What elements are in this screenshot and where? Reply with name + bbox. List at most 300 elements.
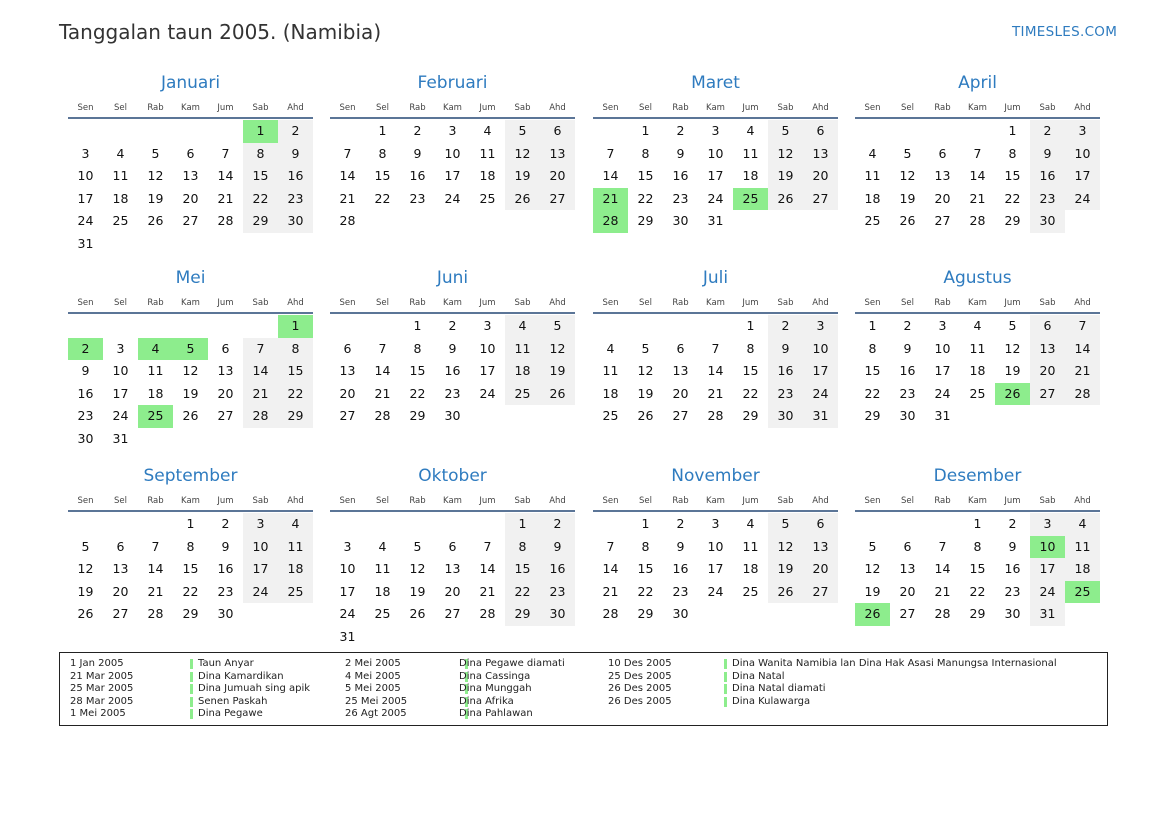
legend-date: 1 Jan 2005 [70, 658, 124, 669]
day-cell: 26 [77, 606, 94, 621]
weekday-label: Kam [968, 103, 987, 113]
day-cell: 22 [742, 385, 759, 401]
month-name: Maret [691, 73, 740, 93]
legend-date: 1 Mei 2005 [70, 708, 126, 720]
weekday-label: Kam [181, 103, 200, 113]
weekday-label: Sab [252, 496, 269, 506]
day-cells [68, 120, 313, 260]
day-cell: 2 [291, 123, 300, 138]
weekday-label: Jum [742, 298, 759, 308]
day-cell: 5 [868, 538, 877, 554]
day-cell: 4 [116, 145, 125, 161]
page-title: Tanggalan taun 2005. (Namibia) [59, 20, 382, 44]
day-cell: 22 [1004, 190, 1021, 206]
day-cell: 13 [899, 561, 916, 576]
day-cell: 23 [672, 583, 689, 599]
day-cell: 1 [518, 516, 527, 531]
day-cell: 11 [1074, 538, 1091, 554]
day-cell: 4 [1078, 516, 1087, 531]
day-cell: 17 [252, 561, 269, 576]
day-cell: 22 [287, 385, 304, 401]
day-cell: 25 [602, 408, 619, 423]
day-cell: 15 [409, 363, 426, 378]
day-cell: 12 [409, 561, 426, 576]
day-cell: 6 [116, 538, 125, 554]
day-cell: 3 [711, 516, 720, 531]
day-cell: 21 [602, 583, 619, 599]
day-cell: 15 [374, 168, 391, 183]
day-cell: 6 [816, 123, 825, 138]
legend-date: 4 Mei 2005 [345, 670, 401, 682]
day-cell: 8 [1008, 145, 1017, 161]
day-cell: 29 [182, 606, 199, 621]
day-cell: 19 [514, 168, 531, 183]
weekday-label: Sen [602, 298, 619, 308]
legend-holiday-name: Dina Natal diamati [732, 683, 826, 695]
day-cell: 20 [812, 168, 829, 183]
weekday-label: Rab [934, 298, 951, 308]
day-cell: 27 [672, 408, 689, 423]
day-cell: 10 [112, 363, 129, 378]
day-cell: 3 [1078, 123, 1087, 138]
day-cell: 13 [339, 363, 356, 378]
day-cell: 27 [549, 190, 566, 206]
weekday-header [593, 298, 838, 309]
month-name: Juni [436, 268, 469, 288]
legend-holiday-name: Dina Pegawe [198, 708, 263, 720]
day-cell: 24 [479, 385, 496, 401]
weekday-label: Sab [514, 298, 531, 308]
weekday-label: Sel [901, 103, 914, 113]
header-divider [330, 510, 575, 512]
site-brand-link[interactable]: TIMESLES.COM [1012, 24, 1118, 40]
weekday-label: Sel [639, 103, 652, 113]
day-cell: 16 [672, 561, 689, 576]
day-cell: 22 [409, 385, 426, 401]
day-cell: 23 [1004, 583, 1021, 599]
day-cell: 20 [444, 583, 461, 599]
day-cell: 17 [707, 168, 724, 183]
day-cell: 30 [217, 606, 234, 621]
day-cell: 8 [641, 538, 650, 554]
day-cell: 14 [934, 561, 951, 576]
day-cell: 2 [1008, 516, 1017, 531]
day-cell: 13 [934, 168, 951, 183]
day-cell: 25 [112, 213, 129, 228]
day-cell: 5 [781, 516, 790, 531]
day-cell: 14 [602, 168, 619, 183]
day-cell: 10 [934, 340, 951, 356]
day-cell: 14 [969, 168, 986, 183]
day-cell: 7 [256, 340, 265, 356]
day-cell: 18 [147, 385, 164, 401]
header-divider [330, 312, 575, 314]
day-cell: 26 [182, 408, 199, 423]
day-cell: 2 [413, 123, 422, 138]
day-cell: 12 [777, 145, 794, 161]
day-cell: 27 [812, 190, 829, 206]
weekday-label: Ahd [1074, 496, 1091, 506]
day-cell: 24 [1074, 190, 1091, 206]
day-cell: 18 [969, 363, 986, 378]
weekday-header [68, 298, 313, 309]
weekday-header [330, 298, 575, 309]
weekday-label: Sab [1039, 103, 1056, 113]
day-cell: 23 [217, 583, 234, 599]
day-cell: 4 [518, 318, 527, 333]
day-cell: 8 [518, 538, 527, 554]
day-cells [593, 120, 838, 260]
weekday-header [855, 496, 1100, 507]
weekday-label: Sel [114, 496, 127, 506]
day-cell: 18 [742, 561, 759, 576]
day-cell: 28 [374, 408, 391, 423]
legend-date: 25 Des 2005 [608, 670, 672, 682]
day-cell: 25 [969, 385, 986, 401]
weekday-label: Ahd [287, 103, 304, 113]
weekday-label: Sab [514, 496, 531, 506]
day-cell: 29 [252, 213, 269, 228]
weekday-label: Sel [376, 103, 389, 113]
day-cell: 19 [409, 583, 426, 599]
day-cell: 10 [479, 340, 496, 356]
day-cell: 1 [973, 516, 982, 531]
month-name: Februari [417, 73, 488, 93]
day-cells [855, 315, 1100, 455]
day-cell: 3 [81, 145, 90, 161]
weekday-header [68, 103, 313, 114]
day-cell: 6 [938, 145, 947, 161]
day-cell: 12 [514, 145, 531, 161]
header-divider [68, 312, 313, 314]
day-cell: 10 [77, 168, 94, 183]
day-cell: 28 [147, 606, 164, 621]
day-cell: 8 [291, 340, 300, 356]
day-cell: 8 [973, 538, 982, 554]
day-cell: 10 [1074, 145, 1091, 161]
day-cell: 15 [1004, 168, 1021, 183]
day-cell: 4 [973, 318, 982, 333]
day-cell: 27 [899, 606, 916, 621]
legend-holiday-name: Dina Pahlawan [459, 708, 533, 720]
day-cell: 28 [1074, 385, 1091, 401]
day-cell: 11 [287, 538, 304, 554]
weekday-label: Kam [181, 298, 200, 308]
holiday-day-cell: 21 [593, 188, 628, 211]
day-cell: 9 [781, 340, 790, 356]
day-cells [855, 513, 1100, 653]
day-cell: 1 [378, 123, 387, 138]
day-cell: 23 [409, 190, 426, 206]
day-cell: 23 [444, 385, 461, 401]
weekday-label: Rab [672, 496, 689, 506]
day-cell: 8 [378, 145, 387, 161]
weekday-label: Jum [479, 103, 496, 113]
day-cell: 24 [1039, 583, 1056, 599]
day-cell: 15 [182, 561, 199, 576]
day-cell: 1 [1008, 123, 1017, 138]
weekday-label: Sel [114, 298, 127, 308]
day-cell: 24 [707, 190, 724, 206]
month-name: September [143, 466, 238, 486]
day-cell: 11 [147, 363, 164, 378]
holiday-day-cell: 25 [733, 188, 768, 211]
legend-date: 28 Mar 2005 [70, 695, 134, 707]
day-cells [593, 315, 838, 455]
holiday-day-cell: 28 [593, 210, 628, 233]
legend-date: 26 Des 2005 [608, 695, 672, 707]
day-cell: 14 [147, 561, 164, 576]
weekday-label: Ahd [812, 496, 829, 506]
weekday-label: Rab [934, 103, 951, 113]
legend-date: 26 Agt 2005 [345, 708, 407, 720]
day-cell: 3 [343, 538, 352, 554]
day-cell: 12 [864, 561, 881, 576]
day-cell: 30 [1039, 213, 1056, 228]
weekday-header [593, 103, 838, 114]
weekday-label: Sel [114, 103, 127, 113]
day-cell: 21 [252, 385, 269, 401]
day-cell: 18 [479, 168, 496, 183]
day-cell: 21 [479, 583, 496, 599]
day-cells [68, 315, 313, 455]
day-cell: 14 [252, 363, 269, 378]
day-cell: 2 [676, 516, 685, 531]
day-cell: 12 [899, 168, 916, 183]
weekday-label: Kam [968, 298, 987, 308]
day-cell: 28 [707, 408, 724, 423]
day-cell: 12 [182, 363, 199, 378]
month-name: Oktober [418, 466, 487, 486]
day-cell: 20 [217, 385, 234, 401]
legend-marker [190, 697, 193, 707]
day-cell: 13 [217, 363, 234, 378]
weekday-label: Jum [742, 496, 759, 506]
day-cell: 29 [637, 606, 654, 621]
day-cell: 31 [112, 430, 129, 446]
weekday-label: Sen [339, 298, 356, 308]
day-cell: 11 [479, 145, 496, 161]
day-cell: 28 [602, 606, 619, 621]
day-cell: 16 [217, 561, 234, 576]
day-cell: 13 [1039, 340, 1056, 356]
day-cell: 16 [1004, 561, 1021, 576]
weekday-label: Sel [901, 298, 914, 308]
day-cell: 30 [777, 408, 794, 423]
holiday-day-cell: 1 [278, 315, 313, 338]
day-cell: 28 [934, 606, 951, 621]
day-cell: 3 [448, 123, 457, 138]
day-cell: 22 [182, 583, 199, 599]
day-cell: 20 [812, 561, 829, 576]
weekday-label: Jum [217, 103, 234, 113]
day-cell: 15 [864, 363, 881, 378]
day-cell: 5 [903, 145, 912, 161]
day-cell: 13 [812, 145, 829, 161]
day-cell: 14 [217, 168, 234, 183]
weekday-label: Ahd [287, 496, 304, 506]
day-cell: 5 [81, 538, 90, 554]
day-cell: 20 [934, 190, 951, 206]
day-cell: 3 [1043, 516, 1052, 531]
day-cell: 16 [549, 561, 566, 576]
weekday-label: Kam [706, 496, 725, 506]
weekday-label: Sen [77, 103, 94, 113]
holiday-day-cell: 26 [855, 603, 890, 626]
day-cell: 27 [934, 213, 951, 228]
day-cell: 17 [112, 385, 129, 401]
legend-holiday-name: Taun Anyar [198, 658, 254, 669]
day-cell: 21 [339, 190, 356, 206]
day-cell: 17 [934, 363, 951, 378]
day-cell: 23 [1039, 190, 1056, 206]
day-cell: 13 [112, 561, 129, 576]
day-cell: 29 [1004, 213, 1021, 228]
day-cell: 31 [934, 408, 951, 423]
day-cell: 26 [899, 213, 916, 228]
day-cell: 5 [151, 145, 160, 161]
day-cell: 23 [77, 408, 94, 423]
day-cell: 2 [221, 516, 230, 531]
day-cell: 17 [812, 363, 829, 378]
day-cell: 26 [409, 606, 426, 621]
day-cell: 25 [479, 190, 496, 206]
day-cell: 18 [287, 561, 304, 576]
month-name: Mei [175, 268, 206, 288]
day-cell: 11 [742, 538, 759, 554]
day-cell: 3 [256, 516, 265, 531]
day-cell: 7 [1078, 318, 1087, 333]
day-cell: 29 [514, 606, 531, 621]
legend-holiday-name: Dina Natal [732, 670, 785, 682]
day-cell: 4 [606, 340, 615, 356]
day-cell: 19 [777, 168, 794, 183]
legend-marker [190, 659, 193, 669]
weekday-label: Rab [147, 298, 164, 308]
day-cell: 22 [864, 385, 881, 401]
day-cell: 12 [637, 363, 654, 378]
legend-marker [190, 684, 193, 694]
day-cell: 18 [602, 385, 619, 401]
day-cell: 6 [676, 340, 685, 356]
legend-date: 21 Mar 2005 [70, 670, 134, 682]
weekday-label: Ahd [812, 298, 829, 308]
legend-holiday-name: Dina Afrika [459, 695, 514, 707]
day-cell: 20 [112, 583, 129, 599]
weekday-label: Sen [864, 496, 881, 506]
legend-date: 25 Mar 2005 [70, 683, 134, 695]
weekday-label: Sen [602, 496, 619, 506]
day-cell: 6 [343, 340, 352, 356]
day-cell: 11 [602, 363, 619, 378]
weekday-header [855, 298, 1100, 309]
day-cell: 29 [864, 408, 881, 423]
legend-date: 26 Des 2005 [608, 683, 672, 695]
weekday-label: Rab [409, 103, 426, 113]
legend-date: 25 Mei 2005 [345, 695, 408, 707]
day-cell: 19 [864, 583, 881, 599]
day-cell: 27 [112, 606, 129, 621]
weekday-label: Sel [901, 496, 914, 506]
weekday-header [330, 496, 575, 507]
weekday-label: Rab [934, 496, 951, 506]
day-cell: 16 [444, 363, 461, 378]
weekday-label: Sen [77, 298, 94, 308]
day-cell: 19 [182, 385, 199, 401]
day-cell: 20 [549, 168, 566, 183]
legend-holiday-name: Dina Kamardikan [198, 670, 284, 682]
day-cell: 27 [444, 606, 461, 621]
weekday-label: Rab [409, 496, 426, 506]
weekday-label: Sel [639, 496, 652, 506]
day-cells [330, 120, 575, 260]
day-cell: 23 [549, 583, 566, 599]
weekday-label: Ahd [287, 298, 304, 308]
day-cell: 18 [742, 168, 759, 183]
weekday-label: Sen [77, 496, 94, 506]
day-cell: 9 [81, 363, 90, 378]
day-cell: 14 [602, 561, 619, 576]
holiday-day-cell: 2 [68, 338, 103, 361]
day-cell: 7 [343, 145, 352, 161]
day-cell: 16 [899, 363, 916, 378]
day-cell: 27 [217, 408, 234, 423]
weekday-label: Sab [1039, 298, 1056, 308]
day-cell: 16 [77, 385, 94, 401]
day-cell: 10 [339, 561, 356, 576]
weekday-label: Sel [376, 298, 389, 308]
weekday-label: Sab [1039, 496, 1056, 506]
day-cell: 24 [707, 583, 724, 599]
day-cell: 18 [1074, 561, 1091, 576]
day-cell: 1 [641, 123, 650, 138]
legend-marker [190, 672, 193, 682]
weekday-label: Ahd [549, 496, 566, 506]
day-cell: 9 [291, 145, 300, 161]
day-cell: 28 [479, 606, 496, 621]
day-cell: 17 [339, 583, 356, 599]
day-cell: 16 [1039, 168, 1056, 183]
legend-holiday-name: Dina Cassinga [459, 670, 531, 682]
weekday-header [593, 496, 838, 507]
day-cell: 15 [252, 168, 269, 183]
day-cell: 15 [637, 561, 654, 576]
day-cell: 8 [413, 340, 422, 356]
day-cell: 31 [812, 408, 829, 423]
month-name: November [671, 466, 760, 486]
header-divider [593, 312, 838, 314]
day-cell: 27 [182, 213, 199, 228]
weekday-label: Rab [672, 298, 689, 308]
day-cell: 11 [374, 561, 391, 576]
header-divider [855, 510, 1100, 512]
weekday-label: Ahd [812, 103, 829, 113]
weekday-label: Sen [864, 298, 881, 308]
day-cell: 6 [553, 123, 562, 138]
weekday-label: Rab [147, 103, 164, 113]
day-cell: 31 [339, 628, 356, 644]
holiday-day-cell: 4 [138, 338, 173, 361]
day-cell: 2 [903, 318, 912, 333]
day-cell: 15 [969, 561, 986, 576]
weekday-label: Jum [742, 103, 759, 113]
day-cell: 30 [77, 430, 94, 446]
holiday-day-cell: 25 [138, 405, 173, 428]
day-cells [855, 120, 1100, 260]
day-cell: 29 [742, 408, 759, 423]
day-cell: 9 [676, 538, 685, 554]
legend-date: 5 Mei 2005 [345, 683, 401, 695]
